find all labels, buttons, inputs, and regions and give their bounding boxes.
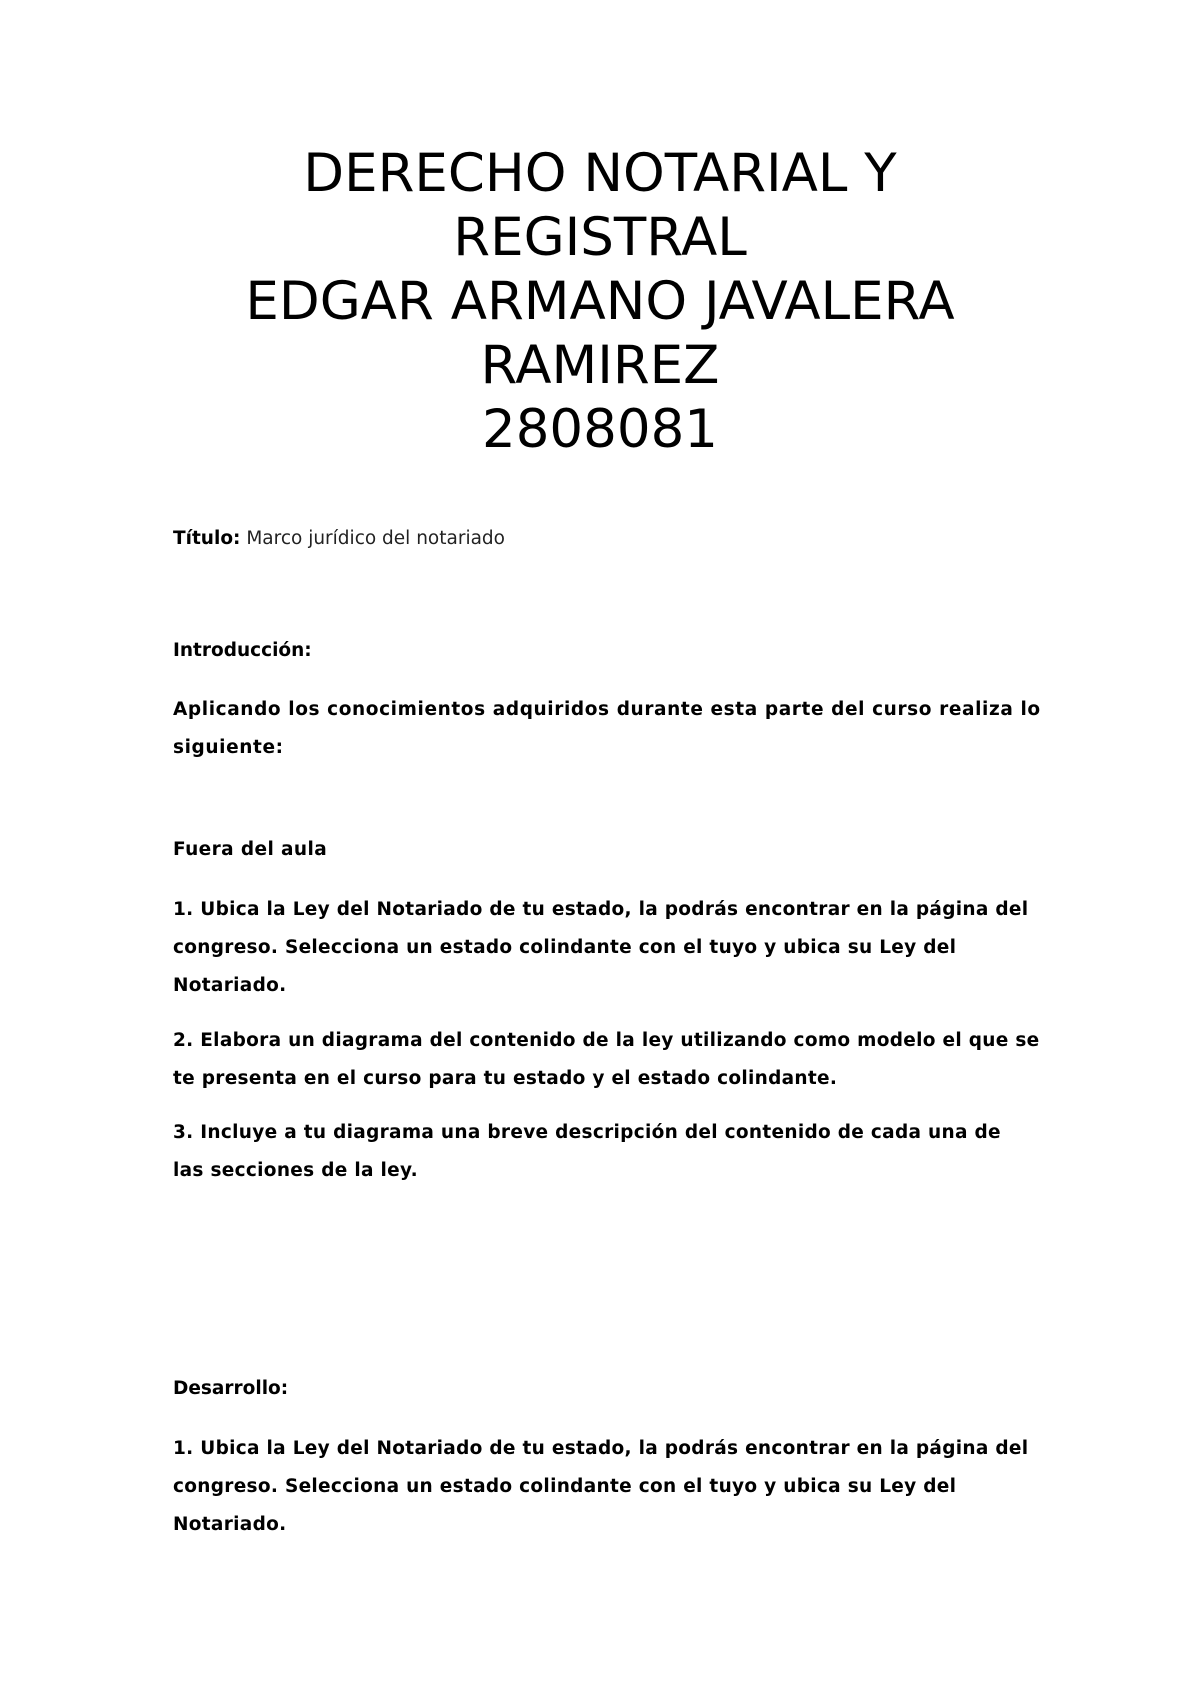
list-item-line: congreso. Selecciona un estado colindante con el tuyo y ubica su Ley del [173,1476,957,1497]
introduccion-line-2: siguiente: [173,737,284,758]
introduccion-heading: Introducción: [173,640,312,661]
list-item-line: te presenta en el curso para tu estado y el estado colindante. [173,1068,838,1089]
student-name-line-2: RAMIREZ [480,335,720,396]
titulo-line [173,528,1053,549]
introduccion-line-1: Aplicando los conocimientos adquiridos durante esta parte del curso realiza lo [173,699,1041,720]
list-item-line: 1. Ubica la Ley del Notariado de tu estado, la podrás encontrar en la página del [173,899,1029,920]
student-id: 2808081 [481,399,719,460]
course-title-line-1: DERECHO NOTARIAL Y [303,143,897,204]
list-item-line: las secciones de la ley. [173,1160,418,1181]
list-item [173,1114,1053,1190]
list-item-line: 2. Elabora un diagrama del contenido de la ley utilizando como modelo el que se [173,1030,1040,1051]
list-item-line: 3. Incluye a tu diagrama una breve descripción del contenido de cada una de [173,1122,1001,1143]
list-item-line: Notariado. [173,975,287,996]
titulo-label: Título: [173,528,241,549]
desarrollo-heading: Desarrollo: [173,1378,289,1399]
list-item [173,891,1053,1005]
fuera-del-aula-heading: Fuera del aula [173,839,328,860]
list-item [173,1430,1053,1544]
introduccion-paragraph [173,691,1053,767]
cover-title-block [0,142,1200,462]
titulo-value: Marco jurídico del notariado [246,528,505,549]
list-item-line: 1. Ubica la Ley del Notariado de tu estado, la podrás encontrar en la página del [173,1438,1029,1459]
course-title-line-2: REGISTRAL [453,207,747,268]
student-name-line-1: EDGAR ARMANO JAVALERA [245,271,955,332]
list-item-line: congreso. Selecciona un estado colindante con el tuyo y ubica su Ley del [173,937,957,958]
list-item-line: Notariado. [173,1514,287,1535]
list-item [173,1022,1053,1098]
